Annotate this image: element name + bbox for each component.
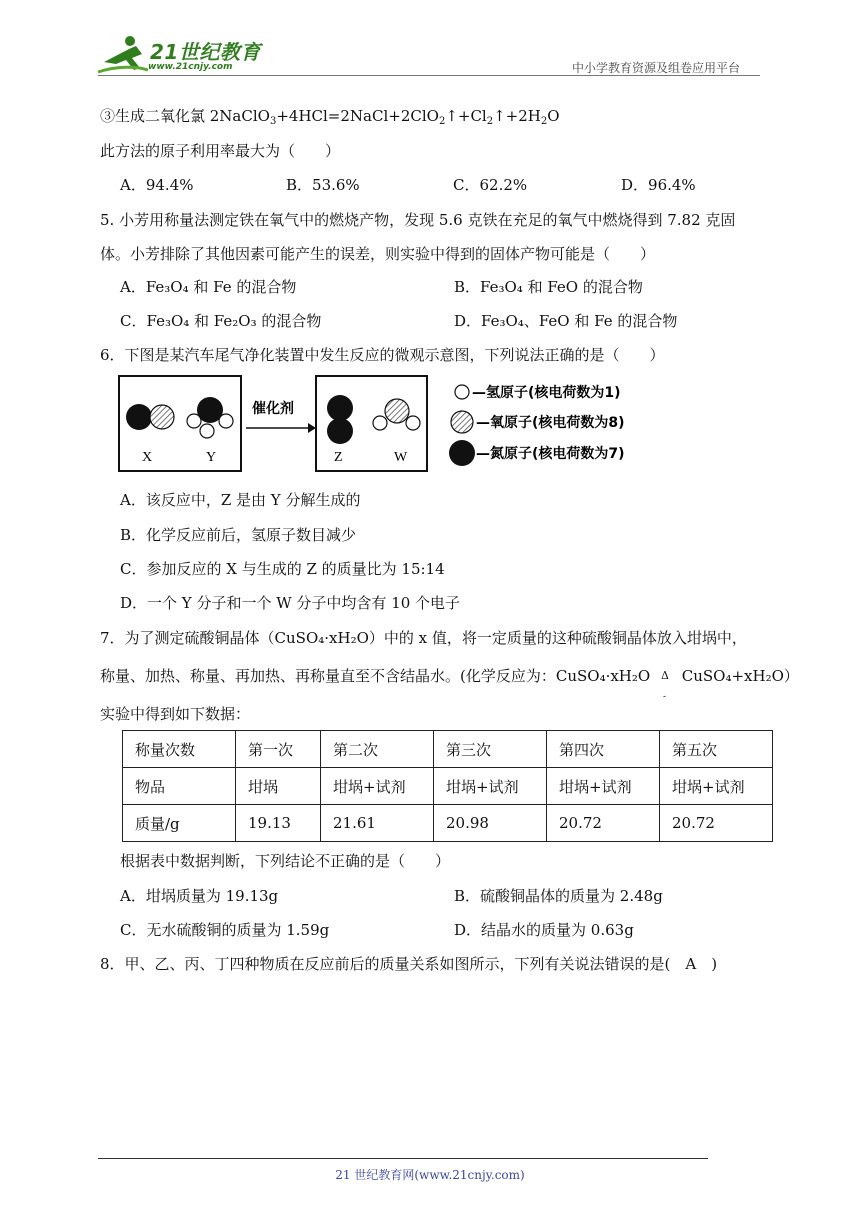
header-divider <box>98 75 760 76</box>
table-cell: 坩埚+试剂 <box>547 768 660 805</box>
table-cell: 第三次 <box>434 731 547 768</box>
q7-option-d[interactable]: D．结晶水的质量为 0.63g <box>454 921 634 939</box>
legend-nitrogen-icon <box>449 440 475 466</box>
legend-oxygen: —氧原子(核电荷数为8) <box>476 415 625 431</box>
table-cell: 称量次数 <box>123 731 236 768</box>
q6-option-b[interactable]: B．化学反应前后，氢原子数目减少 <box>120 526 357 544</box>
q4-question: 此方法的原子利用率最大为（ ） <box>100 142 341 160</box>
q6-stem: 6．下图是某汽车尾气净化装置中发生反应的微观示意图，下列说法正确的是（ ） <box>100 346 665 364</box>
y-hydrogen-atom-2 <box>219 414 233 428</box>
z-nitrogen-atom-2 <box>327 418 353 444</box>
q5-stem-line1: 5. 小芳用称量法测定铁在氧气中的燃烧产物，发现 5.6 克铁在充足的氧气中燃烧得到 7.82 克固 <box>100 211 736 229</box>
logo-text: 21世纪教育 <box>150 40 261 64</box>
table-row <box>123 768 773 805</box>
q6-option-a[interactable]: A．该反应中，Z 是由 Y 分解生成的 <box>120 491 361 509</box>
x-oxygen-atom <box>150 405 174 429</box>
q5-option-b[interactable]: B．Fe₃O₄ 和 FeO 的混合物 <box>454 278 643 296</box>
table-cell: 第五次 <box>660 731 773 768</box>
logo-url: www.21cnjy.com <box>148 62 233 72</box>
q6-option-d[interactable]: D．一个 Y 分子和一个 W 分子中均含有 10 个电子 <box>120 594 461 612</box>
table-cell: 坩埚+试剂 <box>321 768 434 805</box>
q5-stem-line2: 体。小芳排除了其他因素可能产生的误差，则实验中得到的固体产物可能是（ ） <box>100 245 656 263</box>
q7-question: 根据表中数据判断，下列结论不正确的是（ ） <box>120 852 451 870</box>
label-x: X <box>142 450 153 465</box>
arrow-head <box>308 423 316 433</box>
platform-title: 中小学教育资源及组卷应用平台 <box>572 61 741 75</box>
footer-divider <box>98 1158 708 1159</box>
q5-option-a[interactable]: A．Fe₃O₄ 和 Fe 的混合物 <box>120 278 297 296</box>
reaction-diagram <box>118 375 658 473</box>
table-cell: 20.72 <box>660 805 773 842</box>
table-cell: 坩埚+试剂 <box>434 768 547 805</box>
q8-stem: 8．甲、乙、丙、丁四种物质在反应前后的质量关系如图所示，下列有关说法错误的是( A ) <box>100 955 718 973</box>
q7-stem-line2: 称量、加热、称量、再加热、再称量直至不含结晶水。(化学反应为：CuSO₄·xH₂O Δ - CuSO₄+xH₂O） <box>100 667 799 702</box>
label-w: W <box>394 450 408 465</box>
q4-option-c[interactable]: C．62.2% <box>453 176 528 194</box>
table-cell: 质量/g <box>123 805 236 842</box>
table-cell: 20.98 <box>434 805 547 842</box>
legend-hydrogen: —氢原子(核电荷数为1) <box>472 385 621 401</box>
q7-option-c[interactable]: C．无水硫酸铜的质量为 1.59g <box>120 921 330 939</box>
y-hydrogen-atom-1 <box>200 424 214 438</box>
z-nitrogen-atom-1 <box>327 395 353 421</box>
w-oxygen-atom <box>385 399 409 423</box>
table-cell: 第一次 <box>236 731 321 768</box>
table-cell: 坩埚+试剂 <box>660 768 773 805</box>
label-y: Y <box>206 450 217 465</box>
w-hydrogen-atom-1 <box>373 416 387 430</box>
table-row <box>123 731 773 768</box>
q4-option-b[interactable]: B．53.6% <box>286 176 360 194</box>
table-cell: 21.61 <box>321 805 434 842</box>
table-cell: 物品 <box>123 768 236 805</box>
q6-option-c[interactable]: C．参加反应的 X 与生成的 Z 的质量比为 15:14 <box>120 560 445 578</box>
q5-option-c[interactable]: C．Fe₃O₄ 和 Fe₂O₃ 的混合物 <box>120 312 322 330</box>
q4-option-a[interactable]: A．94.4% <box>120 176 194 194</box>
label-z: Z <box>334 450 343 465</box>
q7-stem-line1: 7．为了测定硫酸铜晶体（CuSO₄·xH₂O）中的 x 值，将一定质量的这种硫酸铜晶体放入坩埚中， <box>100 629 747 647</box>
footer-text[interactable]: 21 世纪教育网(www.21cnjy.com) <box>335 1168 525 1182</box>
q5-option-d[interactable]: D．Fe₃O₄、FeO 和 Fe 的混合物 <box>454 312 678 330</box>
table-cell: 20.72 <box>547 805 660 842</box>
q7-stem-line3: 实验中得到如下数据： <box>100 705 251 723</box>
legend-oxygen-icon <box>451 411 473 433</box>
table-cell: 19.13 <box>236 805 321 842</box>
q4-option-d[interactable]: D．96.4% <box>621 176 696 194</box>
catalyst-label: 催化剂 <box>252 401 294 417</box>
table-cell: 第二次 <box>321 731 434 768</box>
q7-option-b[interactable]: B．硫酸铜晶体的质量为 2.48g <box>454 887 663 905</box>
q7-option-a[interactable]: A．坩埚质量为 19.13g <box>120 887 279 905</box>
legend-nitrogen: —氮原子(核电荷数为7) <box>476 446 625 462</box>
table-cell: 第四次 <box>547 731 660 768</box>
table-cell: 坩埚 <box>236 768 321 805</box>
legend-hydrogen-icon <box>455 385 469 399</box>
w-hydrogen-atom-2 <box>406 416 420 430</box>
heat-delta-icon: Δ <box>660 669 669 682</box>
x-nitrogen-atom <box>126 404 152 430</box>
weighing-table <box>122 730 773 842</box>
table-row <box>123 805 773 842</box>
q4-step3: ③生成二氧化氯 $2NaClO_3+4HCl=2NaCl+2ClO_2↑+Cl_2↑+2H_2O$ <box>100 107 560 127</box>
y-hydrogen-atom-3 <box>187 414 201 428</box>
